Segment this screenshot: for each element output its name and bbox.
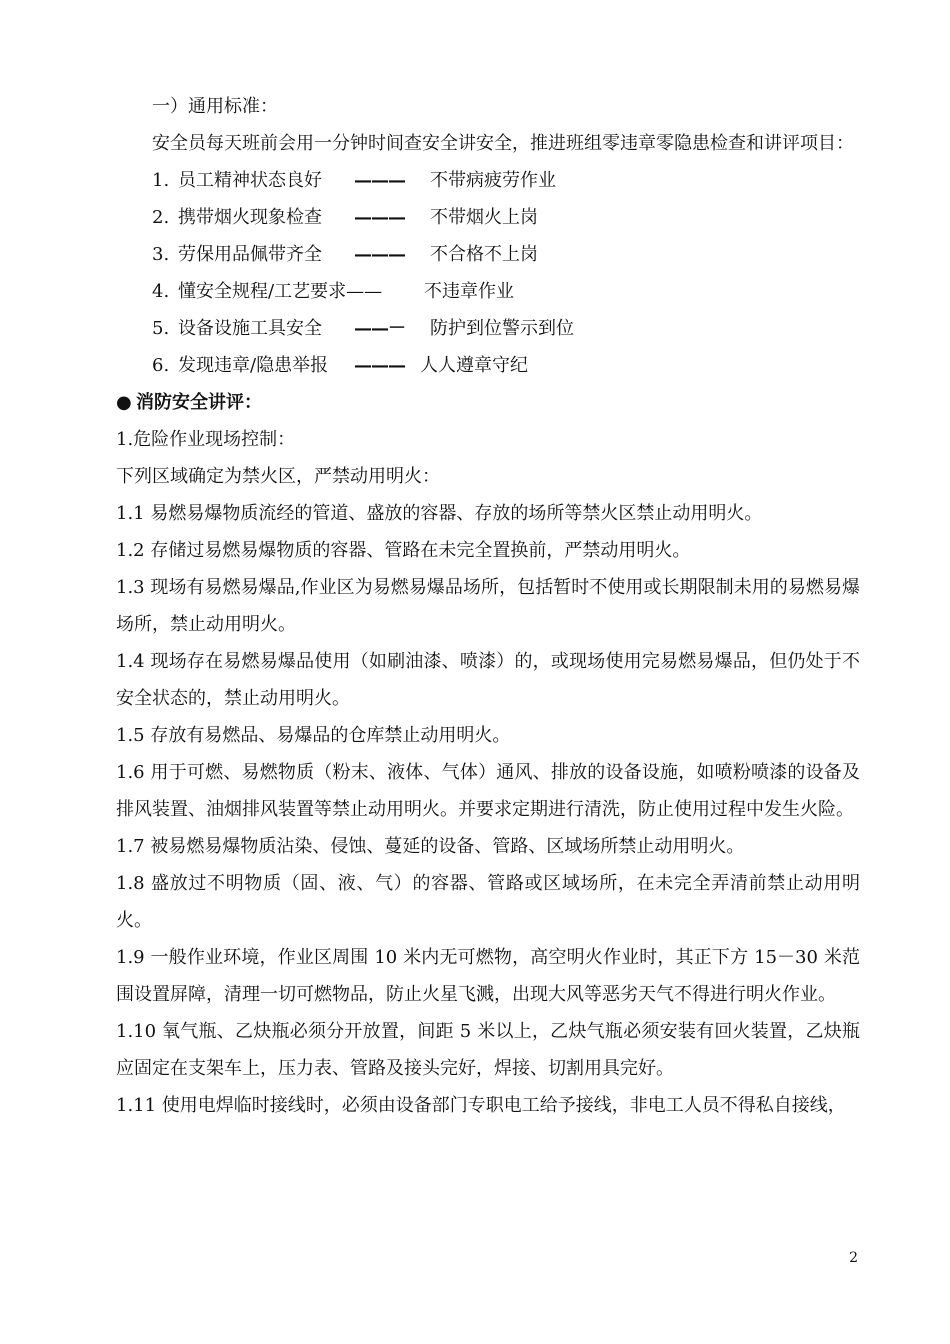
rule-paragraph: 1.1 易燃易爆物质流经的管道、盛放的容器、存放的场所等禁火区禁止动用明火。 xyxy=(116,503,763,524)
page-number: 2 xyxy=(849,1250,858,1266)
intro-paragraph: 安全员每天班前会用一分钟时间查安全讲安全，推进班组零违章零隐患检查和讲评项目： xyxy=(152,133,854,154)
zone-intro: 下列区域确定为禁火区，严禁动用明火： xyxy=(116,466,440,487)
rule-paragraph: 1.11 使用电焊临时接线时，必须由设备部门专职电工给予接线，非电工人员不得私自接线， xyxy=(116,1095,846,1116)
checklist-item-text: 设备设施工具安全 xyxy=(178,318,322,339)
checklist-number: 3. xyxy=(152,244,170,265)
checklist-item xyxy=(116,310,860,347)
checklist-item xyxy=(116,347,860,384)
checklist-dash: ——— xyxy=(354,207,405,228)
checklist-result: 不违章作业 xyxy=(424,281,514,302)
rule-paragraph: 1.2 存储过易燃易爆物质的容器、管路在未完全置换前，严禁动用明火。 xyxy=(116,540,691,561)
checklist-dash: ——— xyxy=(354,170,405,191)
checklist-item-text: 懂安全规程/工艺要求—— xyxy=(178,281,383,302)
checklist-result: 不带病疲劳作业 xyxy=(430,170,556,191)
checklist-item-text: 发现违章/隐患举报 xyxy=(178,355,329,376)
rule-paragraph: 1.6 用于可燃、易燃物质（粉末、液体、气体）通风、排放的设备设施，如喷粉喷漆的设备及排风装置、油烟排风装置等禁止动用明火。并要求定期进行清洗，防止使用过程中发生火险。 xyxy=(116,762,860,820)
bullet-icon: ● xyxy=(116,392,132,413)
rule-paragraph: 1.9 一般作业环境，作业区周围 10 米内无可燃物，高空明火作业时，其正下方 15－30 米范围设置屏障，清理一切可燃物品，防止火星飞溅，出现大风等恶劣天气不得进行明火作业。 xyxy=(116,947,860,1005)
section-heading: 一）通用标准： xyxy=(152,96,278,117)
checklist-dash: ——— xyxy=(354,355,405,376)
checklist-item-text: 员工精神状态良好 xyxy=(178,170,322,191)
checklist-dash: ——－ xyxy=(354,318,405,339)
rule-paragraph: 1.7 被易燃易爆物质沾染、侵蚀、蔓延的设备、管路、区域场所禁止动用明火。 xyxy=(116,836,745,857)
rule-paragraph: 1.10 氧气瓶、乙炔瓶必须分开放置，间距 5 米以上，乙炔气瓶必须安装有回火装置，乙炔瓶应固定在支架车上，压力表、管路及接头完好，焊接、切割用具完好。 xyxy=(116,1021,860,1079)
checklist-result: 人人遵章守纪 xyxy=(420,355,528,376)
checklist-result: 防护到位警示到位 xyxy=(430,318,574,339)
checklist-item xyxy=(116,162,860,199)
checklist xyxy=(116,162,860,384)
rule-paragraph: 1.8 盛放过不明物质（固、液、气）的容器、管路或区域场所，在未完全弄清前禁止动用明火。 xyxy=(116,873,860,931)
checklist-item xyxy=(116,273,860,310)
checklist-number: 2. xyxy=(152,207,170,228)
rule-paragraph: 1.5 存放有易燃品、易爆品的仓库禁止动用明火。 xyxy=(116,725,511,746)
checklist-number: 4. xyxy=(152,281,170,302)
checklist-result: 不合格不上岗 xyxy=(430,244,538,265)
checklist-number: 1. xyxy=(152,170,170,191)
checklist-item xyxy=(116,199,860,236)
checklist-result: 不带烟火上岗 xyxy=(430,207,538,228)
fire-safety-heading xyxy=(116,384,860,421)
checklist-item xyxy=(116,236,860,273)
checklist-number: 5. xyxy=(152,318,170,339)
checklist-item-text: 携带烟火现象检查 xyxy=(178,207,322,228)
checklist-item-text: 劳保用品佩带齐全 xyxy=(178,244,322,265)
page-content xyxy=(116,88,860,1124)
sub-heading: 1.危险作业现场控制： xyxy=(116,429,296,450)
fire-heading-text: 消防安全讲评： xyxy=(136,392,262,413)
checklist-number: 6. xyxy=(152,355,170,376)
rule-paragraph: 1.3 现场有易燃易爆品,作业区为易燃易爆品场所，包括暂时不使用或长期限制未用的易燃易爆场所，禁止动用明火。 xyxy=(116,577,860,635)
rule-paragraph: 1.4 现场存在易燃易爆品使用（如刷油漆、喷漆）的，或现场使用完易燃易爆品，但仍处于不安全状态的，禁止动用明火。 xyxy=(116,651,860,709)
checklist-dash: ——— xyxy=(354,244,405,265)
